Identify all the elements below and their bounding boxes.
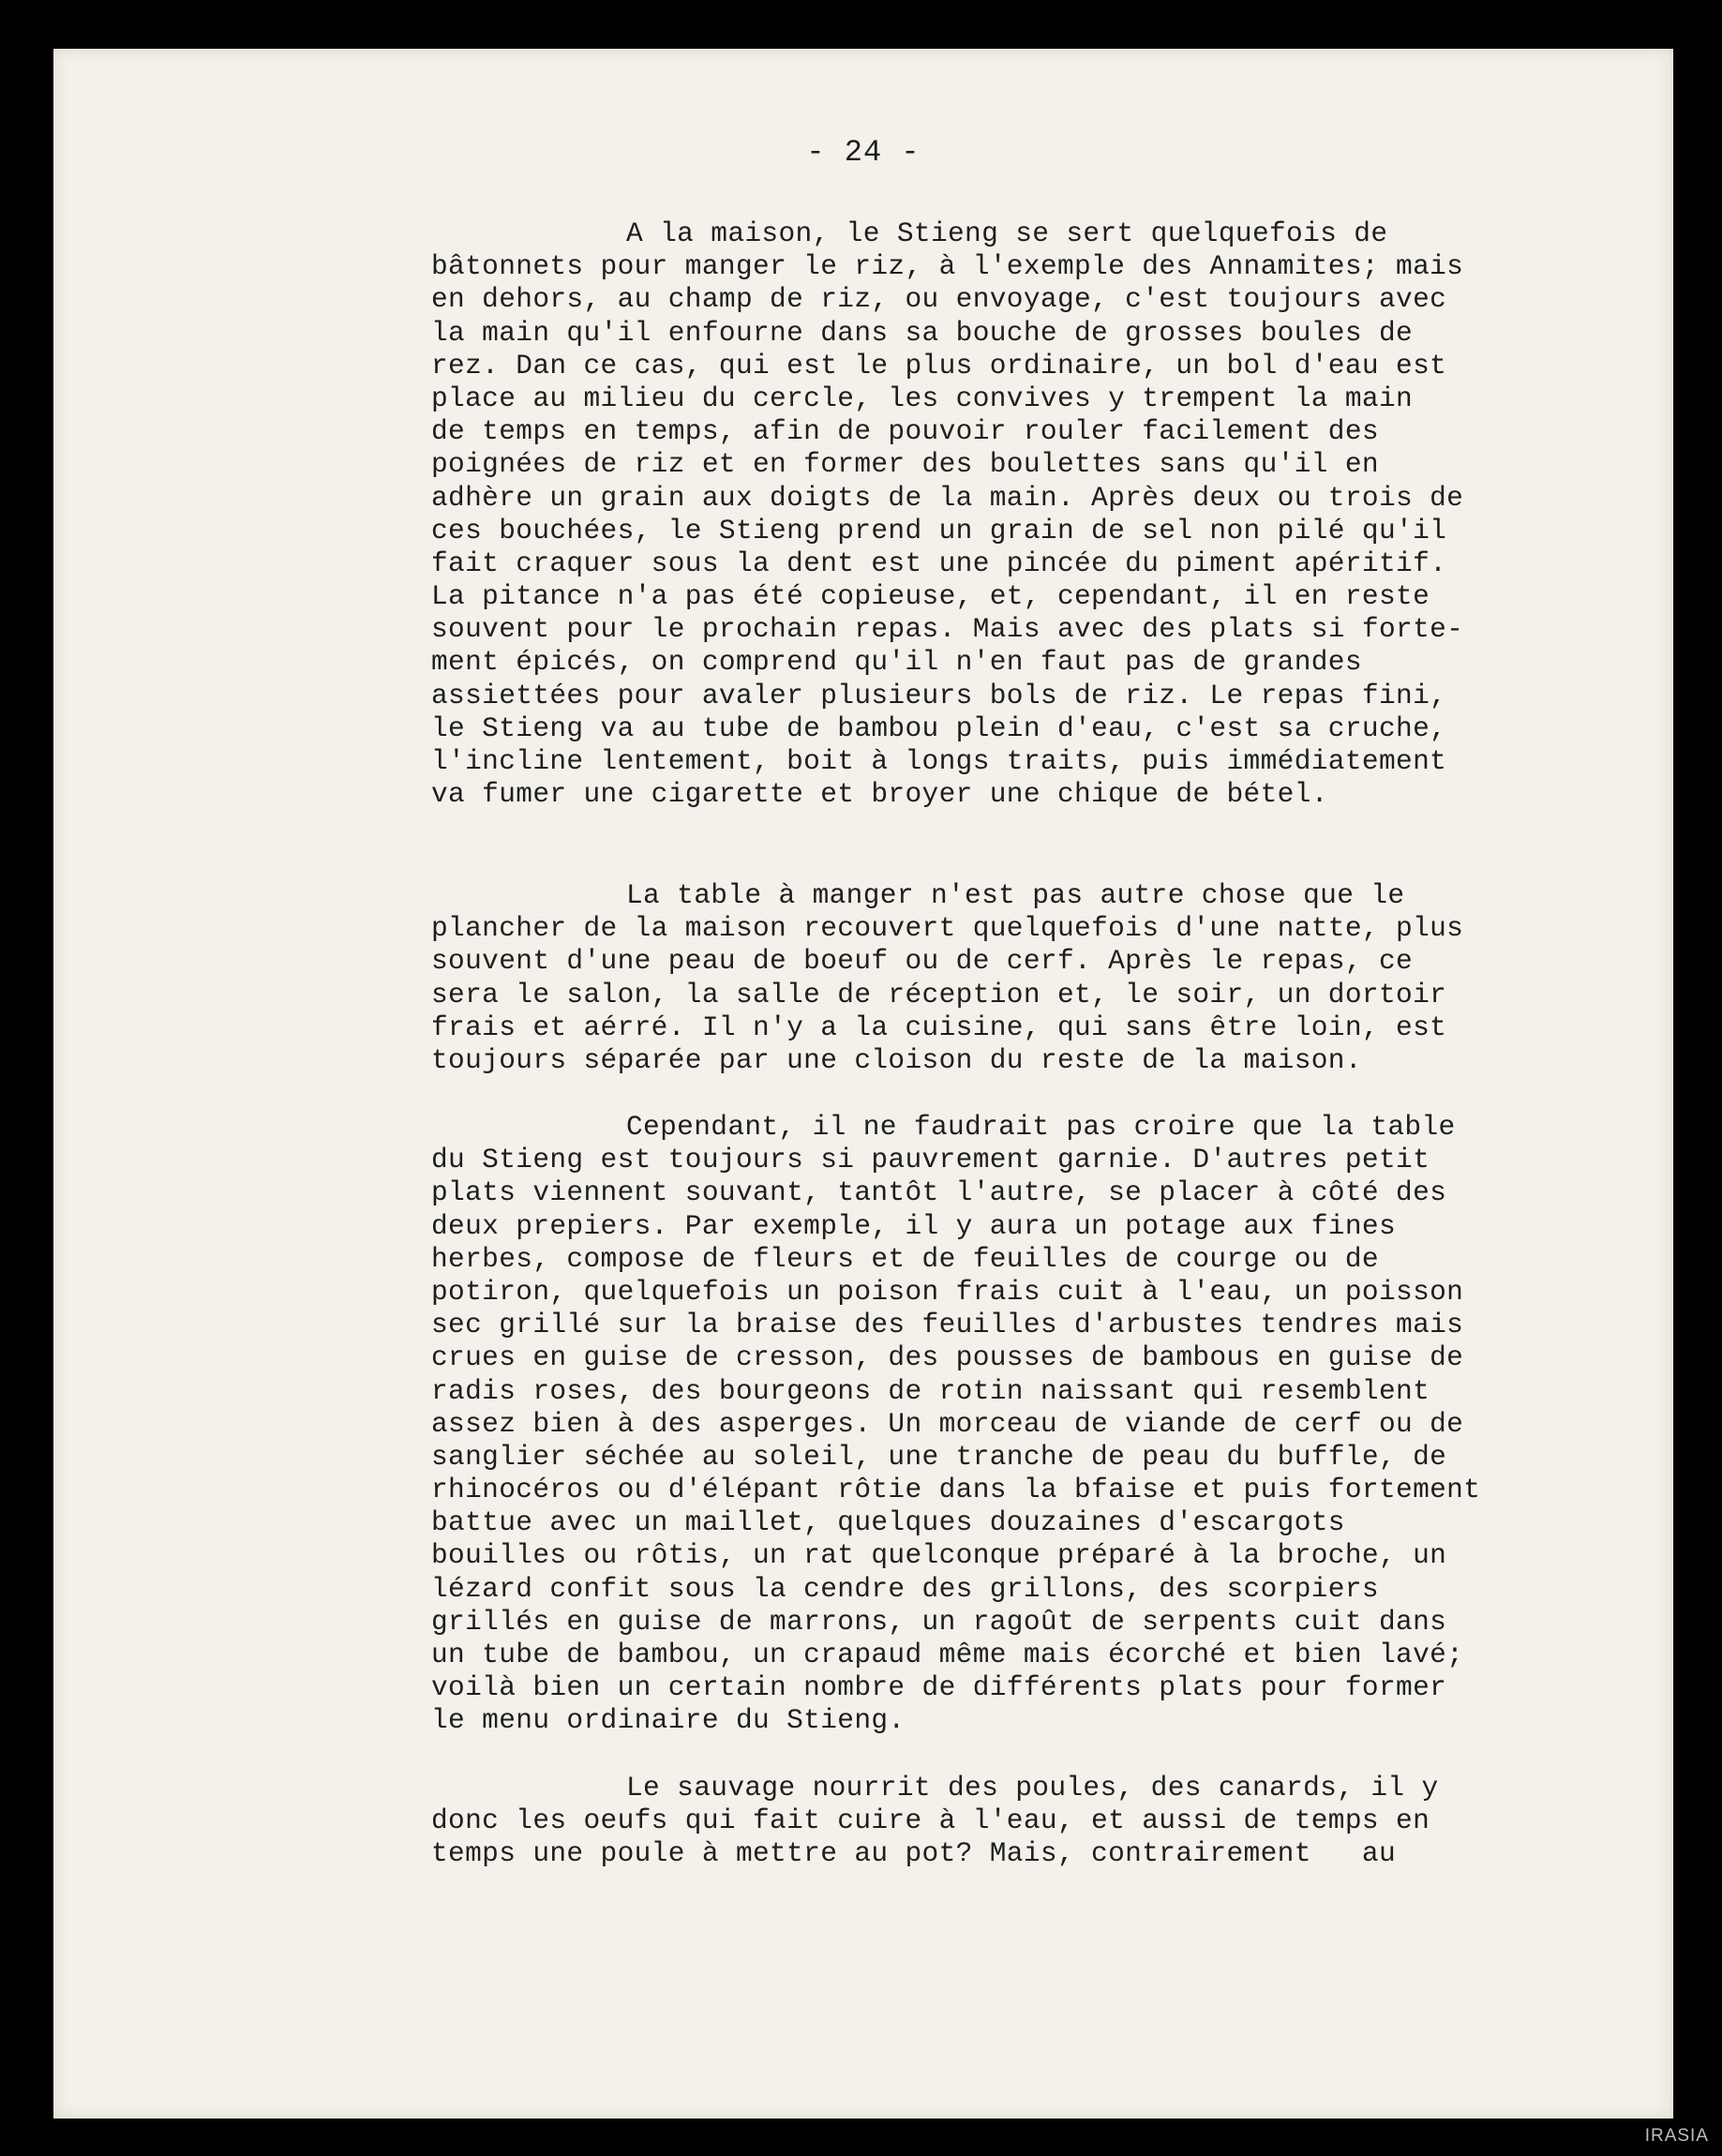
text-line: l'incline lentement, boit à longs traits, puis immédiatement — [431, 745, 1447, 777]
text-line: bâtonnets pour manger le riz, à l'exemple des Annamites; mais — [431, 250, 1464, 283]
text-line: radis roses, des bourgeons de rotin naissant qui resemblent — [431, 1374, 1430, 1407]
text-line: poignées de riz et en former des boulettes sans qu'il en — [431, 448, 1379, 481]
text-line: potiron, quelquefois un poison frais cuit à l'eau, un poisson — [431, 1275, 1464, 1308]
text-line: en dehors, au champ de riz, ou envoyage, c'est toujours avec — [431, 283, 1447, 316]
text-line: La pitance n'a pas été copieuse, et, cependant, il en reste — [431, 580, 1430, 613]
text-line: voilà bien un certain nombre de différents plats pour former — [431, 1671, 1447, 1704]
text-line: souvent pour le prochain repas. Mais avec des plats si forte- — [431, 613, 1464, 646]
text-line: Cependant, il ne faudrait pas croire que la table — [626, 1111, 1456, 1143]
paragraph-1 — [431, 217, 1678, 811]
paragraph-3 — [431, 1111, 1678, 1738]
text-line: la main qu'il enfourne dans sa bouche de grosses boules de — [431, 316, 1414, 349]
paragraph-2 — [431, 879, 1678, 1077]
text-line: herbes, compose de fleurs et de feuilles de courge ou de — [431, 1242, 1379, 1275]
text-line: ces bouchées, le Stieng prend un grain de sel non pilé qu'il — [431, 514, 1447, 546]
text-line: plancher de la maison recouvert quelquefois d'une natte, plus — [431, 912, 1464, 945]
text-line: lézard confit sous la cendre des grillons, des scorpiers — [431, 1572, 1379, 1605]
page-number: - 24 - — [806, 135, 921, 170]
text-line: le menu ordinaire du Stieng. — [431, 1704, 906, 1737]
text-line: bouilles ou rôtis, un rat quelconque préparé à la broche, un — [431, 1539, 1447, 1572]
text-line: le Stieng va au tube de bambou plein d'eau, c'est sa cruche, — [431, 711, 1447, 744]
text-line: temps une poule à mettre au pot? Mais, contrairement au — [431, 1837, 1397, 1870]
text-line: rhinocéros ou d'élépant rôtie dans la bfaise et puis fortement — [431, 1474, 1481, 1506]
text-line: ment épicés, on comprend qu'il n'en faut pas de grandes — [431, 646, 1362, 679]
text-line: souvent d'une peau de boeuf ou de cerf. Après le repas, ce — [431, 945, 1414, 978]
text-line: La table à manger n'est pas autre chose que le — [626, 879, 1405, 911]
text-line: un tube de bambou, un crapaud même mais écorché et bien lavé; — [431, 1639, 1464, 1670]
paragraph-4 — [431, 1772, 1678, 1871]
text-line: sanglier séchée au soleil, une tranche de peau du buffle, de — [431, 1440, 1447, 1473]
text-line: crues en guise de cresson, des pousses de bambous en guise de — [431, 1341, 1464, 1374]
text-line: du Stieng est toujours si pauvrement garnie. D'autres petit — [431, 1144, 1430, 1176]
text-line: donc les oeufs qui fait cuire à l'eau, et aussi de temps en — [431, 1804, 1430, 1837]
text-line: deux prepiers. Par exemple, il y aura un potage aux fines — [431, 1209, 1397, 1242]
text-line: grillés en guise de marrons, un ragoût de serpents cuit dans — [431, 1605, 1447, 1638]
typed-page — [53, 49, 1673, 2119]
text-line: de temps en temps, afin de pouvoir rouler facilement des — [431, 415, 1379, 448]
irasia-watermark: IRASIA — [1644, 2126, 1709, 2146]
text-line: assiettées pour avaler plusieurs bols de riz. Le repas fini, — [431, 679, 1447, 711]
text-line: Le sauvage nourrit des poules, des canards, il y — [626, 1772, 1439, 1804]
text-line: battue avec un maillet, quelques douzaines d'escargots — [431, 1506, 1345, 1539]
text-line: frais et aérré. Il n'y a la cuisine, qui sans être loin, est — [431, 1011, 1447, 1043]
text-line: plats viennent souvant, tantôt l'autre, se placer à côté des — [431, 1176, 1447, 1209]
text-line: sec grillé sur la braise des feuilles d'arbustes tendres mais — [431, 1309, 1464, 1341]
text-line: toujours séparée par une cloison du reste de la maison. — [431, 1043, 1362, 1076]
text-line: place au milieu du cercle, les convives y trempent la main — [431, 382, 1414, 414]
text-line: A la maison, le Stieng se sert quelquefois de — [626, 217, 1388, 249]
text-line: adhère un grain aux doigts de la main. Après deux ou trois de — [431, 481, 1464, 514]
text-line: sera le salon, la salle de réception et, le soir, un dortoir — [431, 978, 1447, 1011]
text-line: fait craquer sous la dent est une pincée du piment apéritif. — [431, 546, 1447, 579]
text-line: rez. Dan ce cas, qui est le plus ordinaire, un bol d'eau est — [431, 349, 1447, 382]
text-line: va fumer une cigarette et broyer une chique de bétel. — [431, 778, 1328, 811]
text-line: assez bien à des asperges. Un morceau de viande de cerf ou de — [431, 1407, 1464, 1440]
